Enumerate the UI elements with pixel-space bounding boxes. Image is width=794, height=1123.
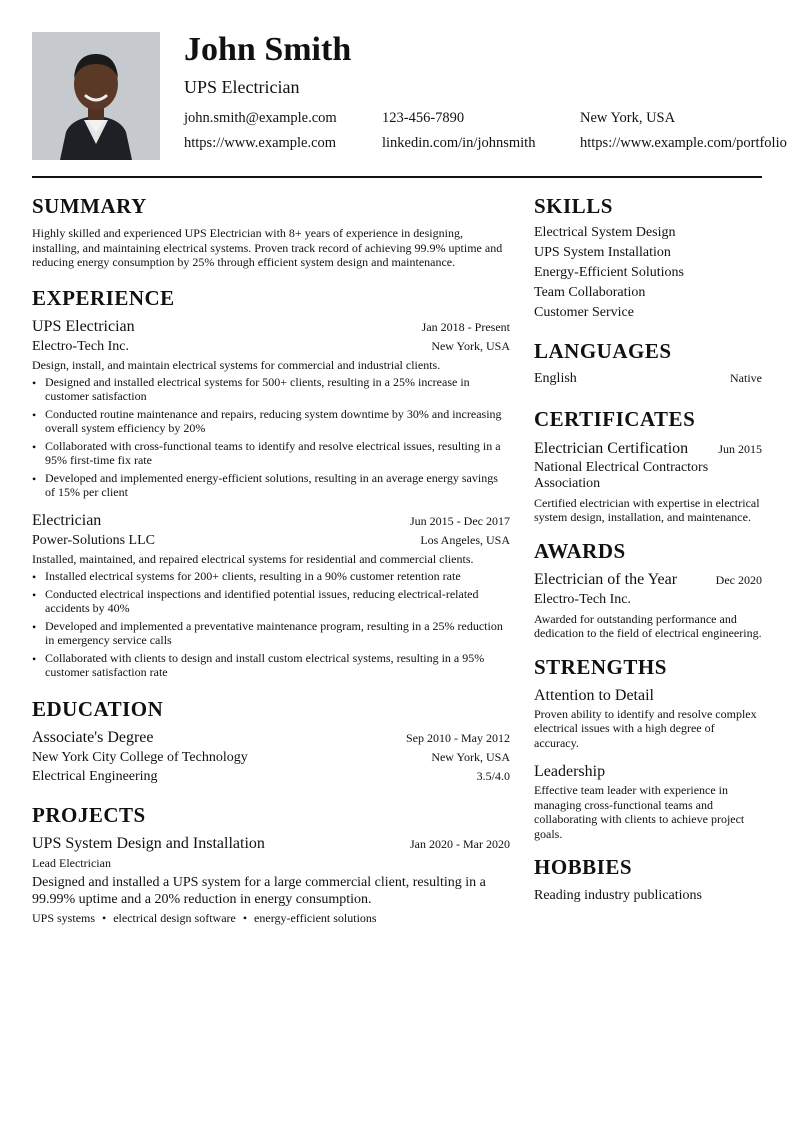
skill-item: Energy-Efficient Solutions xyxy=(534,265,684,281)
strength-description: Proven ability to identify and resolve complex electrical issues with a high degree of accuracy. xyxy=(534,706,757,750)
achievement-item: • Conducted routine maintenance and repairs, reducing system downtime by 30% and increasing overall system efficiency by 20% xyxy=(32,407,510,435)
candidate-name: John Smith xyxy=(184,31,352,68)
skills-list xyxy=(534,223,762,323)
project-title: UPS System Design and Installation xyxy=(32,835,265,853)
strength-title: Attention to Detail xyxy=(534,686,654,704)
summary-section xyxy=(32,194,510,270)
profile-photo xyxy=(32,32,160,160)
education-heading: EDUCATION xyxy=(32,696,164,721)
education-field: Electrical Engineering xyxy=(32,769,158,785)
language-name: English xyxy=(534,371,577,387)
education-degree: Associate's Degree xyxy=(32,729,154,747)
skill-item: UPS System Installation xyxy=(534,245,671,261)
tech-separator: • xyxy=(242,911,248,926)
tech-item: energy-efficient solutions xyxy=(254,911,377,926)
hobby-item: Reading industry publications xyxy=(534,887,702,903)
achievement-item: • Collaborated with clients to design and install custom electrical systems, resulting in a 95% customer satisfaction rate xyxy=(32,651,510,679)
certificate-description: Certified electrician with expertise in electrical system design, installation, and maintenance. xyxy=(534,495,760,525)
education-section xyxy=(32,697,510,785)
candidate-title: UPS Electrician xyxy=(184,77,300,97)
achievement-item: • Developed and implemented energy-efficient solutions, resulting in an average energy savings of 15% per client xyxy=(32,471,510,499)
certificate-issuer: National Electrical Contractors Association xyxy=(534,459,709,491)
header-divider xyxy=(32,176,762,178)
achievement-item: • Designed and installed electrical systems for 500+ clients, resulting in a 25% increase in customer satisfaction xyxy=(32,375,510,403)
tech-item: UPS systems xyxy=(32,911,96,926)
strengths-heading: STRENGTHS xyxy=(534,654,667,679)
skills-section xyxy=(534,194,762,323)
contact-location: New York, USA xyxy=(580,110,676,126)
project-dates: Jan 2020 - Mar 2020 xyxy=(410,837,510,852)
skill-item: Team Collaboration xyxy=(534,285,646,301)
person-portrait-icon xyxy=(32,32,160,160)
job-description: Design, install, and maintain electrical systems for commercial and industrial clients. xyxy=(32,357,441,372)
project-description: Designed and installed a UPS system for a large commercial client, resulting in a 99.99% uptime and a 20% reduction in energy consumption. xyxy=(32,875,486,908)
projects-heading: PROJECTS xyxy=(32,803,146,828)
contact-linkedin[interactable]: linkedin.com/in/johnsmith xyxy=(382,135,536,151)
project-role: Lead Electrician xyxy=(32,856,111,871)
certificate-name: Electrician Certification xyxy=(534,439,689,457)
strength-title: Leadership xyxy=(534,763,606,781)
education-dates: Sep 2010 - May 2012 xyxy=(406,731,510,746)
achievement-item: • Conducted electrical inspections and identified potential issues, reducing electrical-related accidents by 40% xyxy=(32,587,510,615)
skills-heading: SKILLS xyxy=(534,194,613,218)
experience-heading: EXPERIENCE xyxy=(32,285,175,310)
projects-section xyxy=(32,803,510,926)
languages-heading: LANGUAGES xyxy=(534,339,672,364)
strength-item xyxy=(534,762,762,841)
education-school: New York City College of Technology xyxy=(32,750,248,766)
achievement-item: • Developed and implemented a preventative maintenance program, resulting in a 25% reduction in emergency service calls xyxy=(32,619,510,647)
job-achievements xyxy=(32,569,510,679)
job-dates: Jan 2018 - Present xyxy=(421,319,510,334)
experience-section xyxy=(32,286,510,679)
contact-email[interactable]: john.smith@example.com xyxy=(184,110,337,126)
award-issuer: Electro-Tech Inc. xyxy=(534,591,631,607)
summary-heading: SUMMARY xyxy=(32,194,147,218)
achievement-item: • Collaborated with cross-functional teams to identify and resolve electrical issues, resulting in a 95% first-time fix rate xyxy=(32,439,510,467)
award-date: Dec 2020 xyxy=(715,572,762,587)
job-achievements xyxy=(32,375,510,499)
language-level: Native xyxy=(730,371,762,386)
contact-website[interactable]: https://www.example.com xyxy=(184,135,337,151)
tech-item: electrical design software xyxy=(113,911,236,926)
hobbies-section xyxy=(534,855,762,903)
skill-item: Customer Service xyxy=(534,305,634,321)
education-gpa: 3.5/4.0 xyxy=(476,769,510,784)
strength-description: Effective team leader with experience in managing cross-functional teams and collaborating with clients to achieve project goals. xyxy=(534,783,745,841)
job-location: Los Angeles, USA xyxy=(420,532,510,547)
tech-separator: • xyxy=(102,911,107,926)
awards-section xyxy=(534,539,762,641)
achievement-item: • Installed electrical systems for 200+ clients, resulting in a 90% customer retention rate xyxy=(32,569,510,583)
job-location: New York, USA xyxy=(431,338,510,353)
job-title: UPS Electrician xyxy=(32,317,135,335)
strength-item xyxy=(534,686,762,751)
certificates-section xyxy=(534,407,762,524)
job-company: Electro-Tech Inc. xyxy=(32,338,129,354)
experience-item xyxy=(32,511,510,679)
left-column xyxy=(32,194,510,940)
awards-heading: AWARDS xyxy=(534,538,626,563)
job-title: Electrician xyxy=(32,511,102,529)
experience-item xyxy=(32,317,510,499)
skill-item: Electrical System Design xyxy=(534,225,676,241)
education-location: New York, USA xyxy=(431,750,510,765)
job-description: Installed, maintained, and repaired electrical systems for residential and commercial clients. xyxy=(32,551,474,566)
project-technologies xyxy=(32,911,510,926)
languages-section xyxy=(534,339,762,387)
right-column xyxy=(534,194,762,918)
contact-portfolio[interactable]: https://www.example.com/portfolio xyxy=(580,135,787,151)
job-dates: Jun 2015 - Dec 2017 xyxy=(410,513,510,528)
award-description: Awarded for outstanding performance and dedication to the field of electrical engineering. xyxy=(534,611,762,641)
hobbies-heading: HOBBIES xyxy=(534,855,633,880)
job-company: Power-Solutions LLC xyxy=(32,532,155,548)
award-name: Electrician of the Year xyxy=(534,570,678,588)
certificate-date: Jun 2015 xyxy=(718,441,762,456)
summary-text: Highly skilled and experienced UPS Electrician with 8+ years of experience in designing, installing, and maintaining electrical systems. Proven track record of achieving 99.9% uptime and reducing energy consumption by 25% through efficient system design and maintenance. xyxy=(32,226,503,270)
contact-phone: 123-456-7890 xyxy=(382,110,465,126)
certificates-heading: CERTIFICATES xyxy=(534,407,696,432)
strengths-section xyxy=(534,655,762,842)
